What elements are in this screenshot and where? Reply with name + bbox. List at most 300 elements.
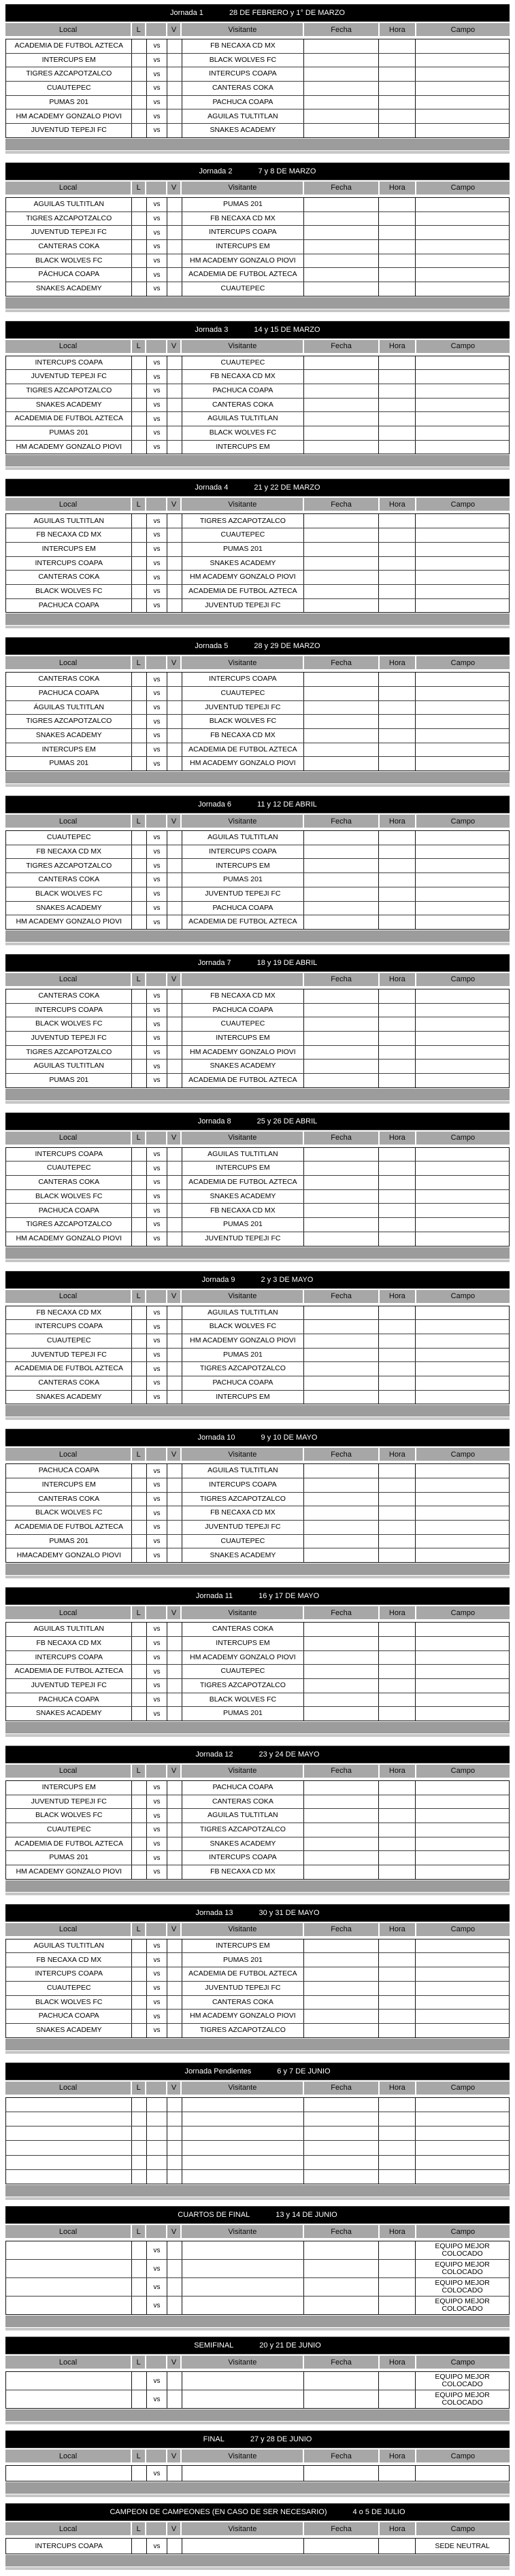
hora-cell: [379, 1665, 416, 1678]
fecha-cell: [304, 1953, 379, 1967]
v-score-cell: [167, 599, 182, 613]
separator-strip: [5, 1893, 510, 1895]
v-score-cell: [167, 1320, 182, 1334]
fecha-cell: [304, 2170, 379, 2184]
visitante-team-cell: HM ACADEMY GONZALO PIOVI: [182, 1334, 305, 1348]
col-header-vs: [146, 2356, 167, 2370]
section-title-bar: [5, 321, 510, 339]
hora-cell: [379, 902, 416, 915]
l-score-cell: [132, 2010, 146, 2023]
col-header-vs: [146, 973, 167, 987]
campo-cell: [416, 1306, 509, 1320]
hora-cell: [379, 2390, 416, 2408]
campo-cell: [416, 1548, 509, 1562]
visitante-team-cell: [182, 2372, 305, 2390]
col-header-local: Local: [5, 973, 132, 987]
fecha-cell: [304, 743, 379, 757]
col-header-visitante: Visitante: [182, 1923, 304, 1937]
vs-label: vs: [147, 1204, 167, 1217]
col-header-local: Local: [5, 656, 132, 671]
l-score-cell: [132, 54, 146, 67]
column-header-row: [5, 2225, 510, 2241]
v-score-cell: [167, 557, 182, 571]
hora-cell: [379, 1651, 416, 1665]
section-date: 6 y 7 DE JUNIO: [277, 2067, 331, 2075]
match-row: [6, 2260, 509, 2278]
visitante-team-cell: PACHUCA COAPA: [182, 384, 305, 398]
campo-cell: [416, 1781, 509, 1795]
section-title: Jornada 10: [197, 1434, 235, 1442]
local-team-cell: [6, 2297, 132, 2314]
hora-cell: [379, 198, 416, 211]
match-row: [6, 989, 509, 1004]
match-row: [6, 687, 509, 701]
section-date: 7 y 8 DE MARZO: [258, 167, 316, 175]
match-row: [6, 82, 509, 96]
vs-label: vs: [147, 370, 167, 384]
local-team-cell: AGUILAS TULTITLAN: [6, 514, 132, 528]
visitante-team-cell: BLACK WOLVES FC: [182, 1320, 305, 1334]
col-header-l: L: [132, 2522, 146, 2537]
fecha-cell: [304, 1478, 379, 1492]
col-header-visitante: Visitante: [182, 340, 304, 354]
v-score-cell: [167, 1478, 182, 1492]
local-team-cell: FB NECAXA CD MX: [6, 845, 132, 859]
col-header-fecha: Fecha: [304, 973, 379, 987]
hora-cell: [379, 240, 416, 254]
match-row: [6, 859, 509, 873]
visitante-team-cell: [182, 2241, 305, 2259]
visitante-team-cell: SNAKES ACADEMY: [182, 1060, 305, 1073]
campo-cell: [416, 1967, 509, 1981]
local-team-cell: [6, 2260, 132, 2277]
campo-cell: [416, 399, 509, 412]
campo-cell: [416, 1060, 509, 1073]
v-score-cell: [167, 1074, 182, 1087]
separator-strip: [5, 2494, 510, 2497]
campo-cell: [416, 571, 509, 584]
fecha-cell: [304, 109, 379, 123]
campo-cell: [416, 356, 509, 370]
vs-label: vs: [147, 1391, 167, 1404]
separator-strip: [5, 309, 510, 312]
vs-label: [147, 2098, 167, 2112]
hora-cell: [379, 1837, 416, 1851]
section-date: 9 y 10 DE MAYO: [261, 1434, 318, 1442]
local-team-cell: ACADEMIA DE FUTBOL AZTECA: [6, 1521, 132, 1534]
hora-cell: [379, 1376, 416, 1390]
hora-cell: [379, 1148, 416, 1162]
l-score-cell: [132, 1637, 146, 1650]
local-team-cell: TIGRES AZCAPOTZALCO: [6, 1218, 132, 1232]
campo-cell: [416, 1506, 509, 1520]
separator-strip: [5, 2051, 510, 2054]
campo-cell: [416, 989, 509, 1003]
visitante-team-cell: JUVENTUD TEPEJI FC: [182, 1521, 305, 1534]
match-row: [6, 399, 509, 413]
campo-cell: [416, 1939, 509, 1953]
v-score-cell: [167, 2010, 182, 2023]
campo-cell: [416, 54, 509, 67]
campo-cell: [416, 82, 509, 95]
separator-band: [5, 2316, 510, 2327]
match-row: [6, 1320, 509, 1334]
fecha-cell: [304, 1376, 379, 1390]
hora-cell: [379, 1506, 416, 1520]
hora-cell: [379, 2098, 416, 2112]
v-score-cell: [167, 543, 182, 556]
col-header-local: Local: [5, 1132, 132, 1146]
local-team-cell: HM ACADEMY GONZALO PIOVI: [6, 915, 132, 929]
hora-cell: [379, 254, 416, 268]
hora-cell: [379, 1162, 416, 1175]
section-title: Jornada 1: [170, 9, 203, 17]
vs-label: [147, 2141, 167, 2154]
section-date: 20 y 21 DE JUNIO: [259, 2341, 321, 2350]
v-score-cell: [167, 2260, 182, 2277]
l-score-cell: [132, 743, 146, 757]
hora-cell: [379, 54, 416, 67]
local-team-cell: PACHUCA COAPA: [6, 1693, 132, 1707]
v-score-cell: [167, 356, 182, 370]
visitante-team-cell: PACHUCA COAPA: [182, 902, 305, 915]
fecha-cell: [304, 1004, 379, 1017]
match-row: [6, 1060, 509, 1074]
local-team-cell: CUAUTEPEC: [6, 1982, 132, 1995]
fecha-cell: [304, 82, 379, 95]
hora-cell: [379, 2170, 416, 2184]
hora-cell: [379, 1017, 416, 1031]
l-score-cell: [132, 282, 146, 296]
l-score-cell: [132, 701, 146, 715]
v-score-cell: [167, 1506, 182, 1520]
visitante-team-cell: CANTERAS COKA: [182, 1996, 305, 2010]
vs-label: vs: [147, 1693, 167, 1707]
match-row: [6, 1334, 509, 1349]
col-header-l: L: [132, 23, 146, 37]
match-row: [6, 2241, 509, 2260]
col-header-visitante: [182, 973, 304, 987]
visitante-team-cell: [182, 2539, 305, 2554]
vs-label: vs: [147, 1506, 167, 1520]
col-header-vs: [146, 2522, 167, 2537]
fecha-cell: [304, 687, 379, 700]
local-team-cell: HM ACADEMY GONZALO PIOVI: [6, 1232, 132, 1246]
col-header-visitante: Visitante: [182, 2082, 304, 2096]
match-row: [6, 743, 509, 758]
v-score-cell: [167, 2241, 182, 2259]
match-row: [6, 1349, 509, 1363]
section-jornada-2: [5, 163, 510, 312]
campo-cell: [416, 1320, 509, 1334]
vs-label: vs: [147, 1320, 167, 1334]
col-header-hora: Hora: [380, 498, 416, 512]
fecha-cell: [304, 2024, 379, 2037]
visitante-team-cell: CANTERAS COKA: [182, 82, 305, 95]
local-team-cell: PUMAS 201: [6, 1535, 132, 1548]
hora-cell: [379, 282, 416, 296]
campo-cell: [416, 226, 509, 239]
v-score-cell: [167, 54, 182, 67]
campo-cell: [416, 1953, 509, 1967]
visitante-team-cell: [182, 2112, 305, 2126]
hora-cell: [379, 1865, 416, 1879]
match-row: [6, 1623, 509, 1637]
campo-cell: [416, 1334, 509, 1348]
l-score-cell: [132, 2170, 146, 2184]
vs-label: vs: [147, 1707, 167, 1721]
vs-label: vs: [147, 2278, 167, 2296]
campo-cell: [416, 1809, 509, 1823]
campo-cell: [416, 67, 509, 81]
hora-cell: [379, 729, 416, 743]
local-team-cell: CANTERAS COKA: [6, 989, 132, 1003]
vs-label: vs: [147, 528, 167, 542]
match-row: [6, 1953, 509, 1967]
section-title-bar: [5, 2063, 510, 2080]
campo-cell: [416, 124, 509, 137]
v-score-cell: [167, 254, 182, 268]
campo-cell: [416, 1464, 509, 1478]
l-score-cell: [132, 2126, 146, 2140]
section-semifinal: [5, 2337, 510, 2424]
v-score-cell: [167, 1032, 182, 1045]
visitante-team-cell: FB NECAXA CD MX: [182, 1865, 305, 1879]
vs-label: vs: [147, 1017, 167, 1031]
v-score-cell: [167, 198, 182, 211]
l-score-cell: [132, 124, 146, 137]
campo-cell: [416, 1795, 509, 1809]
l-score-cell: [132, 1017, 146, 1031]
visitante-team-cell: JUVENTUD TEPEJI FC: [182, 599, 305, 613]
l-score-cell: [132, 1809, 146, 1823]
section-date: 25 y 26 DE ABRIL: [256, 1117, 318, 1125]
match-row: [6, 1506, 509, 1521]
vs-label: vs: [147, 2260, 167, 2277]
v-score-cell: [167, 1349, 182, 1362]
col-header-fecha: Fecha: [304, 1606, 379, 1621]
match-row: [6, 2024, 509, 2037]
section-title-bar: [5, 1429, 510, 1446]
l-score-cell: [132, 226, 146, 239]
vs-label: [147, 2112, 167, 2126]
section-title: Jornada 11: [195, 1592, 233, 1601]
fecha-cell: [304, 1017, 379, 1031]
fecha-cell: [304, 757, 379, 770]
visitante-team-cell: AGUILAS TULTITLAN: [182, 1464, 305, 1478]
section-date: 28 DE FEBRERO y 1° DE MARZO: [229, 9, 345, 17]
local-team-cell: TIGRES AZCAPOTZALCO: [6, 859, 132, 872]
section-jornada-11: [5, 1587, 510, 1737]
l-score-cell: [132, 1521, 146, 1534]
v-score-cell: [167, 2278, 182, 2296]
hora-cell: [379, 701, 416, 715]
vs-label: vs: [147, 757, 167, 770]
section-date: 18 y 19 DE ABRIL: [256, 958, 318, 967]
visitante-team-cell: INTERCUPS COAPA: [182, 1478, 305, 1492]
v-score-cell: [167, 1162, 182, 1175]
separator-strip: [5, 784, 510, 787]
col-header-vs: [146, 1132, 167, 1146]
local-team-cell: HM ACADEMY GONZALO PIOVI: [6, 1865, 132, 1879]
v-score-cell: [167, 412, 182, 426]
vs-label: vs: [147, 426, 167, 440]
section-title-bar: [5, 4, 510, 22]
fecha-cell: [304, 1521, 379, 1534]
match-row: [6, 1376, 509, 1391]
section-title-bar: [5, 1746, 510, 1763]
match-row: [6, 1939, 509, 1954]
match-row: [6, 1362, 509, 1376]
separator-strip: [5, 2328, 510, 2331]
visitante-team-cell: FB NECAXA CD MX: [182, 729, 305, 743]
l-score-cell: [132, 831, 146, 845]
hora-cell: [379, 514, 416, 528]
v-score-cell: [167, 1665, 182, 1678]
section-date: 16 y 17 DE MAYO: [259, 1592, 320, 1601]
l-score-cell: [132, 989, 146, 1003]
local-team-cell: JUVENTUD TEPEJI FC: [6, 1679, 132, 1693]
vs-label: vs: [147, 831, 167, 845]
campo-cell: [416, 2466, 509, 2481]
local-team-cell: TIGRES AZCAPOTZALCO: [6, 67, 132, 81]
vs-label: vs: [147, 226, 167, 239]
campo-cell: [416, 1982, 509, 1995]
col-header-fecha: Fecha: [304, 2225, 379, 2239]
vs-label: vs: [147, 859, 167, 872]
col-header-campo: Campo: [416, 1765, 510, 1779]
vs-label: vs: [147, 2466, 167, 2481]
v-score-cell: [167, 1190, 182, 1204]
match-rows: [5, 989, 510, 1088]
section-jornada-4: [5, 479, 510, 628]
campo-cell: [416, 384, 509, 398]
section-title: Jornada 13: [195, 1908, 233, 1917]
col-header-l: L: [132, 656, 146, 671]
column-header-row: [5, 1606, 510, 1622]
hora-cell: [379, 1548, 416, 1562]
fecha-cell: [304, 198, 379, 211]
col-header-vs: [146, 2225, 167, 2239]
campo-cell: [416, 2156, 509, 2169]
fecha-cell: [304, 2390, 379, 2408]
hora-cell: [379, 557, 416, 571]
col-header-hora: Hora: [380, 2450, 416, 2464]
visitante-team-cell: INTERCUPS EM: [182, 859, 305, 872]
l-score-cell: [132, 859, 146, 872]
fecha-cell: [304, 1548, 379, 1562]
visitante-team-cell: AGUILAS TULTITLAN: [182, 109, 305, 123]
match-row: [6, 2170, 509, 2184]
visitante-team-cell: PACHUCA COAPA: [182, 1781, 305, 1795]
visitante-team-cell: HM ACADEMY GONZALO PIOVI: [182, 571, 305, 584]
section-jornada-5: [5, 637, 510, 787]
visitante-team-cell: CANTERAS COKA: [182, 399, 305, 412]
visitante-team-cell: TIGRES AZCAPOTZALCO: [182, 2024, 305, 2037]
l-score-cell: [132, 1004, 146, 1017]
local-team-cell: CUAUTEPEC: [6, 1823, 132, 1837]
v-score-cell: [167, 989, 182, 1003]
match-row: [6, 1865, 509, 1879]
match-row: [6, 1637, 509, 1651]
campo-cell: [416, 514, 509, 528]
l-score-cell: [132, 254, 146, 268]
visitante-team-cell: AGUILAS TULTITLAN: [182, 1148, 305, 1162]
l-score-cell: [132, 1953, 146, 1967]
hora-cell: [379, 1190, 416, 1204]
col-header-hora: Hora: [380, 182, 416, 196]
local-team-cell: PACHUCA COAPA: [6, 2010, 132, 2023]
visitante-team-cell: INTERCUPS COAPA: [182, 1851, 305, 1865]
local-team-cell: PUMAS 201: [6, 757, 132, 770]
col-header-visitante: Visitante: [182, 1448, 304, 1462]
col-header-fecha: Fecha: [304, 1765, 379, 1779]
hora-cell: [379, 1637, 416, 1650]
vs-label: vs: [147, 743, 167, 757]
v-score-cell: [167, 715, 182, 728]
section-title: SEMIFINAL: [194, 2341, 234, 2350]
column-header-row: [5, 1765, 510, 1780]
local-team-cell: PACHUCA COAPA: [6, 1464, 132, 1478]
hora-cell: [379, 1218, 416, 1232]
col-header-hora: Hora: [380, 1448, 416, 1462]
vs-label: vs: [147, 1865, 167, 1879]
match-row: [6, 1707, 509, 1721]
v-score-cell: [167, 831, 182, 845]
v-score-cell: [167, 1823, 182, 1837]
hora-cell: [379, 585, 416, 598]
local-team-cell: PACHUCA COAPA: [6, 687, 132, 700]
l-score-cell: [132, 1623, 146, 1636]
hora-cell: [379, 528, 416, 542]
local-team-cell: AGUILAS TULTITLAN: [6, 1623, 132, 1636]
vs-label: vs: [147, 2024, 167, 2037]
local-team-cell: JUVENTUD TEPEJI FC: [6, 1795, 132, 1809]
vs-label: vs: [147, 240, 167, 254]
v-score-cell: [167, 1781, 182, 1795]
v-score-cell: [167, 571, 182, 584]
match-row: [6, 1693, 509, 1708]
vs-label: vs: [147, 902, 167, 915]
match-row: [6, 2466, 509, 2481]
column-header-row: [5, 815, 510, 830]
fecha-cell: [304, 701, 379, 715]
l-score-cell: [132, 599, 146, 613]
hora-cell: [379, 757, 416, 770]
local-team-cell: AGUILAS TULTITLAN: [6, 1939, 132, 1953]
hora-cell: [379, 2126, 416, 2140]
hora-cell: [379, 2466, 416, 2481]
section-jornada-9: [5, 1271, 510, 1421]
col-header-vs: [146, 23, 167, 37]
col-header-v: V: [167, 973, 182, 987]
v-score-cell: [167, 426, 182, 440]
campo-cell: [416, 715, 509, 728]
l-score-cell: [132, 1967, 146, 1981]
col-header-campo: Campo: [416, 23, 510, 37]
hora-cell: [379, 845, 416, 859]
visitante-team-cell: INTERCUPS COAPA: [182, 845, 305, 859]
col-header-hora: Hora: [380, 2356, 416, 2370]
visitante-team-cell: HM ACADEMY GONZALO PIOVI: [182, 2010, 305, 2023]
vs-label: vs: [147, 1060, 167, 1073]
local-team-cell: AGUILAS TULTITLAN: [6, 1060, 132, 1073]
section-date: 21 y 22 DE MARZO: [254, 484, 320, 492]
campo-cell: [416, 198, 509, 211]
vs-label: vs: [147, 571, 167, 584]
col-header-campo: Campo: [416, 1923, 510, 1937]
visitante-team-cell: [182, 2297, 305, 2314]
